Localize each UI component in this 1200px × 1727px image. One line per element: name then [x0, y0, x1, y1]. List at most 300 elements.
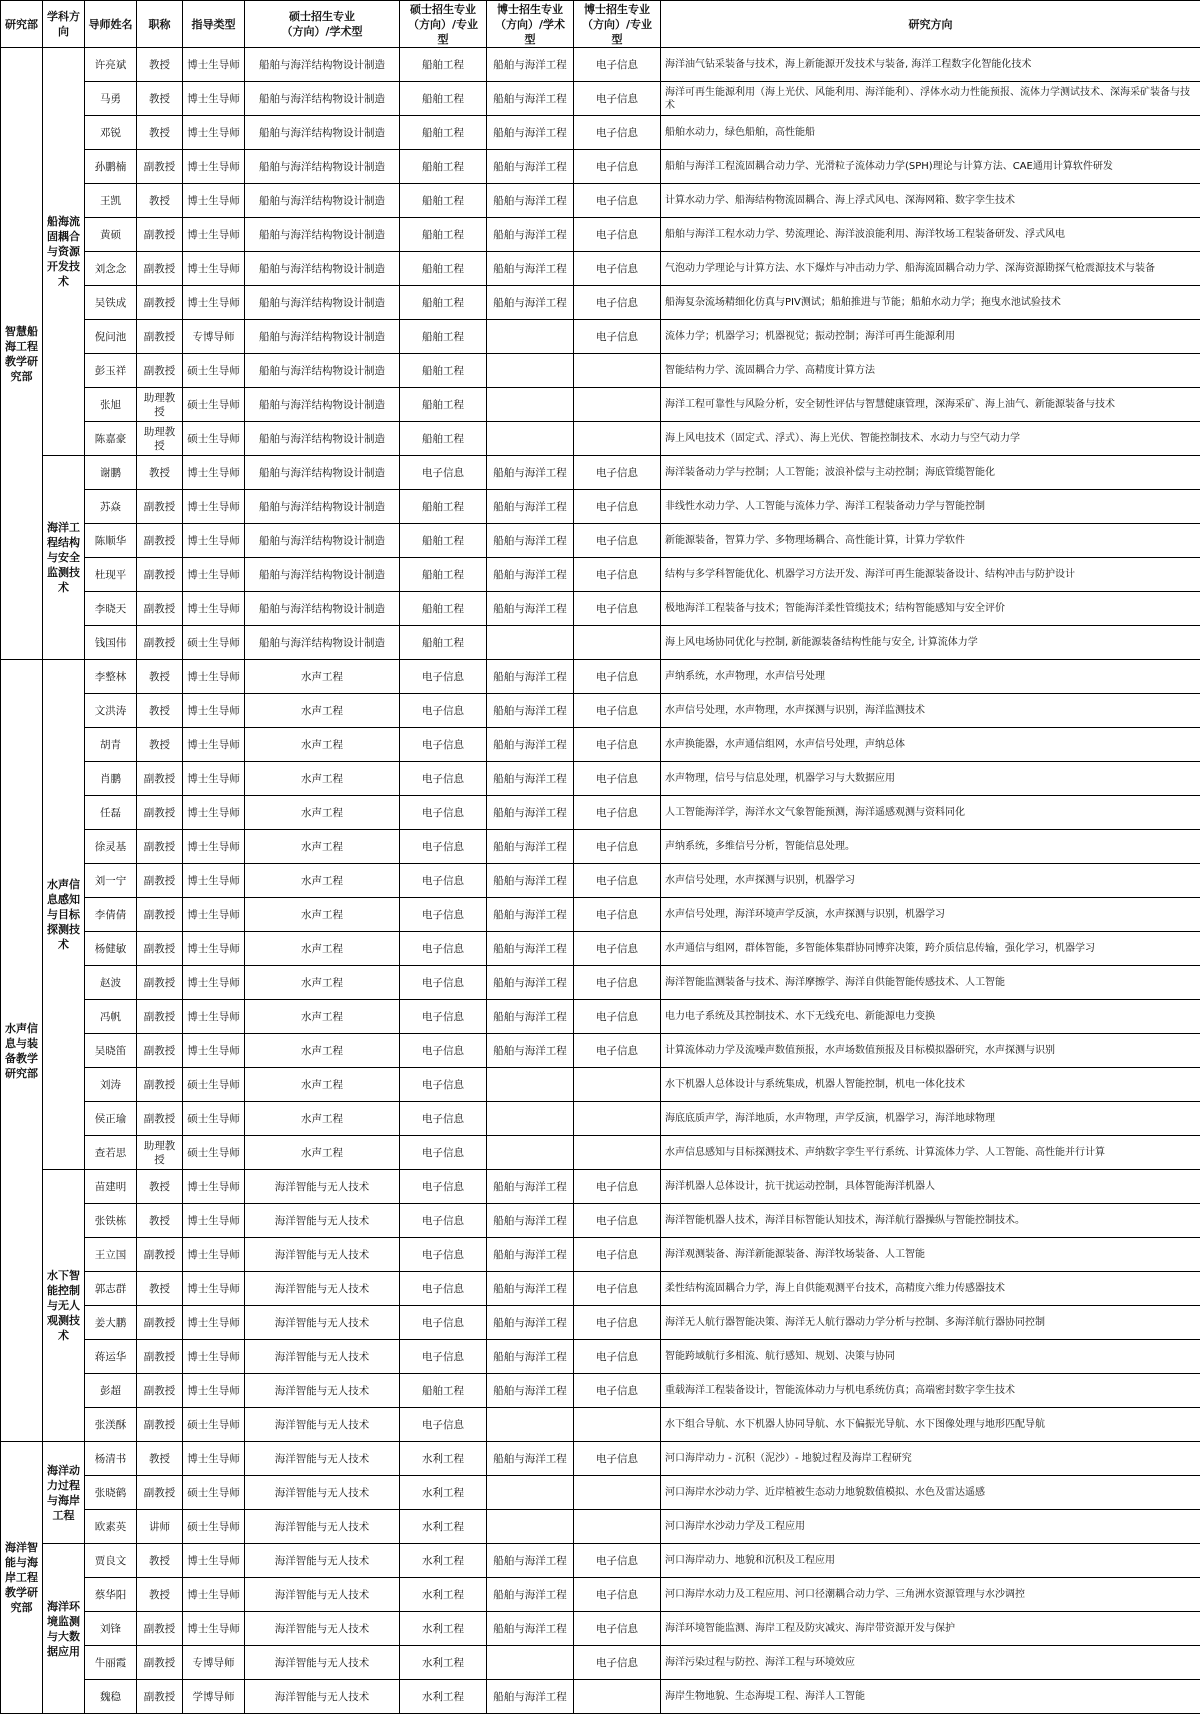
master-professional-major-cell: 电子信息	[400, 1068, 487, 1102]
phd-academic-major-cell	[487, 1476, 574, 1510]
phd-academic-major-cell: 船舶与海洋工程	[487, 1238, 574, 1272]
academic-title-cell: 副教授	[137, 1476, 183, 1510]
table-row	[1, 1442, 1200, 1476]
academic-title-cell: 副教授	[137, 626, 183, 660]
master-academic-major-cell: 船舶与海洋结构物设计制造	[245, 82, 400, 116]
phd-professional-major-cell	[574, 1680, 661, 1714]
phd-professional-major-cell: 电子信息	[574, 1000, 661, 1034]
academic-title-cell: 副教授	[137, 1306, 183, 1340]
phd-academic-major-cell: 船舶与海洋工程	[487, 1204, 574, 1238]
table-row	[1, 1510, 1200, 1544]
master-professional-major-cell: 船舶工程	[400, 422, 487, 456]
academic-title-cell: 教授	[137, 1578, 183, 1612]
table-row	[1, 796, 1200, 830]
department-cell: 智慧船海工程教学研究部	[1, 48, 43, 660]
academic-title-cell: 副教授	[137, 1102, 183, 1136]
research-direction-cell: 流体力学；机器学习；机器视觉；振动控制；海洋可再生能源利用	[661, 320, 1200, 354]
supervision-type-cell: 博士生导师	[183, 48, 245, 82]
research-direction-cell: 人工智能海洋学，海洋水文气象智能预测，海洋遥感观测与资料同化	[661, 796, 1200, 830]
supervision-type-cell: 硕士生导师	[183, 1068, 245, 1102]
supervisor-name-cell: 赵波	[85, 966, 137, 1000]
master-academic-major-cell: 海洋智能与无人技术	[245, 1442, 400, 1476]
supervisor-name-cell: 冯帆	[85, 1000, 137, 1034]
phd-professional-major-cell: 电子信息	[574, 490, 661, 524]
discipline-cell: 海洋工程结构与安全监测技术	[43, 456, 85, 660]
research-direction-cell: 结构与多学科智能优化、机器学习方法开发、海洋可再生能源装备设计、结构冲击与防护设计	[661, 558, 1200, 592]
supervision-type-cell: 博士生导师	[183, 898, 245, 932]
academic-title-cell: 副教授	[137, 218, 183, 252]
supervision-type-cell: 硕士生导师	[183, 1510, 245, 1544]
supervision-type-cell: 硕士生导师	[183, 354, 245, 388]
academic-title-cell: 副教授	[137, 558, 183, 592]
phd-academic-major-cell	[487, 1102, 574, 1136]
research-direction-cell: 水下组合导航、水下机器人协同导航、水下偏振光导航、水下图像处理与地形匹配导航	[661, 1408, 1200, 1442]
discipline-cell: 海洋环境监测与大数据应用	[43, 1544, 85, 1714]
phd-professional-major-cell: 电子信息	[574, 1034, 661, 1068]
supervisor-name-cell: 徐灵基	[85, 830, 137, 864]
master-academic-major-cell: 海洋智能与无人技术	[245, 1374, 400, 1408]
table-row	[1, 864, 1200, 898]
academic-title-cell: 副教授	[137, 1238, 183, 1272]
supervisor-name-cell: 欧素英	[85, 1510, 137, 1544]
master-professional-major-cell: 船舶工程	[400, 320, 487, 354]
academic-title-cell: 教授	[137, 48, 183, 82]
table-row	[1, 354, 1200, 388]
table-row	[1, 1578, 1200, 1612]
master-professional-major-cell: 电子信息	[400, 1340, 487, 1374]
supervision-type-cell: 博士生导师	[183, 286, 245, 320]
supervisor-name-cell: 孙鹏楠	[85, 150, 137, 184]
research-direction-cell: 水下机器人总体设计与系统集成，机器人智能控制，机电一体化技术	[661, 1068, 1200, 1102]
master-professional-major-cell: 电子信息	[400, 1000, 487, 1034]
academic-title-cell: 副教授	[137, 1068, 183, 1102]
supervisor-name-cell: 查若思	[85, 1136, 137, 1170]
supervisor-name-cell: 谢鹏	[85, 456, 137, 490]
supervision-type-cell: 博士生导师	[183, 1306, 245, 1340]
phd-professional-major-cell	[574, 1476, 661, 1510]
supervisor-name-cell: 牛丽霞	[85, 1646, 137, 1680]
phd-professional-major-cell	[574, 1068, 661, 1102]
phd-professional-major-cell	[574, 626, 661, 660]
master-academic-major-cell: 船舶与海洋结构物设计制造	[245, 320, 400, 354]
table-row	[1, 1034, 1200, 1068]
phd-professional-major-cell: 电子信息	[574, 48, 661, 82]
table-row	[1, 728, 1200, 762]
supervision-type-cell: 硕士生导师	[183, 1136, 245, 1170]
table-row	[1, 422, 1200, 456]
master-professional-major-cell: 船舶工程	[400, 626, 487, 660]
phd-professional-major-cell: 电子信息	[574, 1612, 661, 1646]
phd-academic-major-cell: 船舶与海洋工程	[487, 48, 574, 82]
phd-professional-major-cell	[574, 388, 661, 422]
research-direction-cell: 水声通信与组网，群体智能，多智能体集群协同博弈决策，跨介质信息传输，强化学习，机器学习	[661, 932, 1200, 966]
research-direction-cell: 海上风电场协同优化与控制, 新能源装备结构性能与安全, 计算流体力学	[661, 626, 1200, 660]
header-row	[1, 1, 1200, 48]
phd-academic-major-cell: 船舶与海洋工程	[487, 1340, 574, 1374]
table-row	[1, 1646, 1200, 1680]
phd-professional-major-cell: 电子信息	[574, 1442, 661, 1476]
supervisor-name-cell: 刘一宁	[85, 864, 137, 898]
master-professional-major-cell: 电子信息	[400, 966, 487, 1000]
phd-professional-major-cell: 电子信息	[574, 864, 661, 898]
master-academic-major-cell: 船舶与海洋结构物设计制造	[245, 422, 400, 456]
master-professional-major-cell: 电子信息	[400, 864, 487, 898]
table-row	[1, 1680, 1200, 1714]
research-direction-cell: 海洋智能机器人技术，海洋目标智能认知技术，海洋航行器操纵与智能控制技术。	[661, 1204, 1200, 1238]
supervision-type-cell: 博士生导师	[183, 864, 245, 898]
header-master-academic: 硕士招生专业 （方向）/学术型	[245, 1, 400, 48]
master-professional-major-cell: 电子信息	[400, 456, 487, 490]
academic-title-cell: 副教授	[137, 966, 183, 1000]
research-direction-cell: 海洋工程可靠性与风险分析，安全韧性评估与智慧健康管理，深海采矿、海上油气、新能源装备与技术	[661, 388, 1200, 422]
academic-title-cell: 副教授	[137, 490, 183, 524]
supervision-type-cell: 硕士生导师	[183, 1102, 245, 1136]
supervision-type-cell: 博士生导师	[183, 116, 245, 150]
phd-academic-major-cell	[487, 1408, 574, 1442]
master-academic-major-cell: 水声工程	[245, 762, 400, 796]
master-academic-major-cell: 水声工程	[245, 1034, 400, 1068]
phd-academic-major-cell: 船舶与海洋工程	[487, 1578, 574, 1612]
supervision-type-cell: 博士生导师	[183, 762, 245, 796]
master-academic-major-cell: 水声工程	[245, 830, 400, 864]
academic-title-cell: 副教授	[137, 1000, 183, 1034]
supervision-type-cell: 博士生导师	[183, 1272, 245, 1306]
supervisor-name-cell: 陈嘉豪	[85, 422, 137, 456]
supervision-type-cell: 博士生导师	[183, 524, 245, 558]
table-row	[1, 1544, 1200, 1578]
research-direction-cell: 船舶与海洋工程水动力学、势流理论、海洋波浪能利用、海洋牧场工程装备研发、浮式风电	[661, 218, 1200, 252]
research-direction-cell: 河口海岸动力、地貌和沉积及工程应用	[661, 1544, 1200, 1578]
master-academic-major-cell: 船舶与海洋结构物设计制造	[245, 116, 400, 150]
phd-professional-major-cell: 电子信息	[574, 592, 661, 626]
master-academic-major-cell: 船舶与海洋结构物设计制造	[245, 48, 400, 82]
master-academic-major-cell: 船舶与海洋结构物设计制造	[245, 558, 400, 592]
master-academic-major-cell: 海洋智能与无人技术	[245, 1510, 400, 1544]
research-direction-cell: 船海复杂流场精细化仿真与PIV测试；船舶推进与节能；船舶水动力学；拖曳水池试验技术	[661, 286, 1200, 320]
supervision-type-cell: 博士生导师	[183, 1374, 245, 1408]
table-body	[1, 48, 1200, 1714]
phd-academic-major-cell: 船舶与海洋工程	[487, 966, 574, 1000]
phd-professional-major-cell: 电子信息	[574, 116, 661, 150]
research-direction-cell: 河口海岸水动力及工程应用、河口径潮耦合动力学、三角洲水资源管理与水沙调控	[661, 1578, 1200, 1612]
master-academic-major-cell: 水声工程	[245, 728, 400, 762]
master-professional-major-cell: 船舶工程	[400, 286, 487, 320]
phd-academic-major-cell: 船舶与海洋工程	[487, 694, 574, 728]
supervisor-name-cell: 刘涛	[85, 1068, 137, 1102]
supervision-type-cell: 硕士生导师	[183, 1476, 245, 1510]
master-academic-major-cell: 海洋智能与无人技术	[245, 1340, 400, 1374]
master-academic-major-cell: 船舶与海洋结构物设计制造	[245, 490, 400, 524]
research-direction-cell: 海洋观测装备、海洋新能源装备、海洋牧场装备、人工智能	[661, 1238, 1200, 1272]
research-direction-cell: 海洋无人航行器智能决策、海洋无人航行器动力学分析与控制、多海洋航行器协同控制	[661, 1306, 1200, 1340]
table-row	[1, 898, 1200, 932]
academic-title-cell: 副教授	[137, 286, 183, 320]
phd-professional-major-cell: 电子信息	[574, 524, 661, 558]
phd-professional-major-cell: 电子信息	[574, 660, 661, 694]
supervisor-name-cell: 胡青	[85, 728, 137, 762]
research-direction-cell: 水声信号处理，水声物理，水声探测与识别，海洋监测技术	[661, 694, 1200, 728]
research-direction-cell: 河口海岸水沙动力学、近岸植被生态动力地貌数值模拟、水色及雷达遥感	[661, 1476, 1200, 1510]
phd-professional-major-cell: 电子信息	[574, 456, 661, 490]
phd-professional-major-cell: 电子信息	[574, 728, 661, 762]
master-professional-major-cell: 水利工程	[400, 1476, 487, 1510]
phd-academic-major-cell: 船舶与海洋工程	[487, 150, 574, 184]
supervision-type-cell: 博士生导师	[183, 728, 245, 762]
research-direction-cell: 水声换能器，水声通信组网，水声信号处理，声纳总体	[661, 728, 1200, 762]
supervision-type-cell: 博士生导师	[183, 1340, 245, 1374]
academic-title-cell: 副教授	[137, 150, 183, 184]
research-direction-cell: 计算流体动力学及流噪声数值预报，水声场数值预报及目标模拟器研究，水声探测与识别	[661, 1034, 1200, 1068]
master-academic-major-cell: 海洋智能与无人技术	[245, 1680, 400, 1714]
phd-academic-major-cell	[487, 1068, 574, 1102]
phd-professional-major-cell	[574, 1136, 661, 1170]
research-direction-cell: 海洋机器人总体设计，抗干扰运动控制，具体智能海洋机器人	[661, 1170, 1200, 1204]
supervision-type-cell: 硕士生导师	[183, 388, 245, 422]
master-academic-major-cell: 船舶与海洋结构物设计制造	[245, 388, 400, 422]
research-direction-cell: 河口海岸水沙动力学及工程应用	[661, 1510, 1200, 1544]
phd-academic-major-cell: 船舶与海洋工程	[487, 1170, 574, 1204]
academic-title-cell: 教授	[137, 116, 183, 150]
phd-academic-major-cell: 船舶与海洋工程	[487, 1612, 574, 1646]
phd-professional-major-cell: 电子信息	[574, 1170, 661, 1204]
academic-title-cell: 教授	[137, 660, 183, 694]
master-academic-major-cell: 船舶与海洋结构物设计制造	[245, 456, 400, 490]
phd-professional-major-cell	[574, 1408, 661, 1442]
phd-academic-major-cell: 船舶与海洋工程	[487, 1000, 574, 1034]
table-row	[1, 48, 1200, 82]
research-direction-cell: 声纳系统，水声物理，水声信号处理	[661, 660, 1200, 694]
supervision-type-cell: 博士生导师	[183, 830, 245, 864]
supervisor-name-cell: 苗建明	[85, 1170, 137, 1204]
academic-title-cell: 副教授	[137, 252, 183, 286]
table-row	[1, 1374, 1200, 1408]
table-row	[1, 558, 1200, 592]
phd-professional-major-cell: 电子信息	[574, 762, 661, 796]
table-row	[1, 1612, 1200, 1646]
supervision-type-cell: 专博导师	[183, 1646, 245, 1680]
phd-professional-major-cell: 电子信息	[574, 1306, 661, 1340]
supervisor-name-cell: 黄硕	[85, 218, 137, 252]
master-professional-major-cell: 电子信息	[400, 660, 487, 694]
academic-title-cell: 副教授	[137, 762, 183, 796]
phd-academic-major-cell	[487, 354, 574, 388]
academic-title-cell: 助理教授	[137, 1136, 183, 1170]
table-row	[1, 150, 1200, 184]
supervisor-name-cell: 张晓鹤	[85, 1476, 137, 1510]
table-row	[1, 184, 1200, 218]
master-professional-major-cell: 船舶工程	[400, 592, 487, 626]
supervisor-name-cell: 马勇	[85, 82, 137, 116]
header-name: 导师姓名	[85, 1, 137, 48]
supervision-type-cell: 博士生导师	[183, 490, 245, 524]
supervisor-name-cell: 李整林	[85, 660, 137, 694]
master-professional-major-cell: 电子信息	[400, 1102, 487, 1136]
academic-title-cell: 副教授	[137, 354, 183, 388]
master-professional-major-cell: 船舶工程	[400, 524, 487, 558]
phd-academic-major-cell: 船舶与海洋工程	[487, 932, 574, 966]
research-direction-cell: 海洋环境智能监测、海岸工程及防灾减灾、海岸带资源开发与保护	[661, 1612, 1200, 1646]
supervision-type-cell: 博士生导师	[183, 1204, 245, 1238]
table-row	[1, 490, 1200, 524]
master-academic-major-cell: 船舶与海洋结构物设计制造	[245, 592, 400, 626]
academic-title-cell: 教授	[137, 1272, 183, 1306]
supervision-type-cell: 博士生导师	[183, 932, 245, 966]
academic-title-cell: 副教授	[137, 1408, 183, 1442]
supervision-type-cell: 博士生导师	[183, 252, 245, 286]
master-academic-major-cell: 船舶与海洋结构物设计制造	[245, 218, 400, 252]
phd-professional-major-cell	[574, 354, 661, 388]
phd-professional-major-cell: 电子信息	[574, 1646, 661, 1680]
research-direction-cell: 声纳系统，多维信号分析，智能信息处理。	[661, 830, 1200, 864]
research-direction-cell: 电力电子系统及其控制技术、水下无线充电、新能源电力变换	[661, 1000, 1200, 1034]
table-row	[1, 116, 1200, 150]
master-professional-major-cell: 船舶工程	[400, 490, 487, 524]
supervisor-name-cell: 贾良文	[85, 1544, 137, 1578]
research-direction-cell: 新能源装备，智算力学、多物理场耦合、高性能计算，计算力学软件	[661, 524, 1200, 558]
research-direction-cell: 水声物理，信号与信息处理，机器学习与大数据应用	[661, 762, 1200, 796]
phd-professional-major-cell: 电子信息	[574, 1340, 661, 1374]
master-academic-major-cell: 水声工程	[245, 1000, 400, 1034]
department-cell: 海洋智能与海岸工程教学研究部	[1, 1442, 43, 1714]
phd-academic-major-cell	[487, 1646, 574, 1680]
phd-academic-major-cell	[487, 1136, 574, 1170]
supervisor-name-cell: 钱国伟	[85, 626, 137, 660]
supervision-type-cell: 博士生导师	[183, 1034, 245, 1068]
master-professional-major-cell: 电子信息	[400, 1170, 487, 1204]
discipline-cell: 水下智能控制与无人观测技术	[43, 1170, 85, 1442]
supervisor-name-cell: 吴铁成	[85, 286, 137, 320]
table-row	[1, 218, 1200, 252]
supervisor-name-cell: 张渼酥	[85, 1408, 137, 1442]
supervision-type-cell: 硕士生导师	[183, 422, 245, 456]
phd-professional-major-cell: 电子信息	[574, 1272, 661, 1306]
academic-title-cell: 副教授	[137, 830, 183, 864]
master-professional-major-cell: 电子信息	[400, 1272, 487, 1306]
phd-professional-major-cell: 电子信息	[574, 184, 661, 218]
phd-professional-major-cell: 电子信息	[574, 1238, 661, 1272]
supervisor-name-cell: 刘念念	[85, 252, 137, 286]
phd-academic-major-cell: 船舶与海洋工程	[487, 796, 574, 830]
research-direction-cell: 非线性水动力学、人工智能与流体力学、海洋工程装备动力学与智能控制	[661, 490, 1200, 524]
academic-title-cell: 副教授	[137, 932, 183, 966]
master-professional-major-cell: 水利工程	[400, 1442, 487, 1476]
phd-academic-major-cell: 船舶与海洋工程	[487, 116, 574, 150]
academic-title-cell: 副教授	[137, 592, 183, 626]
table-row	[1, 660, 1200, 694]
supervisor-name-cell: 李晓天	[85, 592, 137, 626]
department-cell: 水声信息与装备教学研究部	[1, 660, 43, 1442]
header-master-professional: 硕士招生专业 （方向）/专业型	[400, 1, 487, 48]
master-academic-major-cell: 船舶与海洋结构物设计制造	[245, 286, 400, 320]
supervision-type-cell: 博士生导师	[183, 592, 245, 626]
master-academic-major-cell: 船舶与海洋结构物设计制造	[245, 524, 400, 558]
supervisor-name-cell: 王凯	[85, 184, 137, 218]
master-academic-major-cell: 水声工程	[245, 796, 400, 830]
research-direction-cell: 极地海洋工程装备与技术；智能海洋柔性管缆技术；结构智能感知与安全评价	[661, 592, 1200, 626]
supervision-type-cell: 博士生导师	[183, 966, 245, 1000]
master-professional-major-cell: 水利工程	[400, 1578, 487, 1612]
master-professional-major-cell: 电子信息	[400, 762, 487, 796]
research-direction-cell: 船舶与海洋工程流固耦合动力学、光滑粒子流体动力学(SPH)理论与计算方法、CAE通用计算软件研发	[661, 150, 1200, 184]
master-academic-major-cell: 水声工程	[245, 1102, 400, 1136]
table-row	[1, 966, 1200, 1000]
supervision-type-cell: 博士生导师	[183, 150, 245, 184]
supervision-type-cell: 博士生导师	[183, 1544, 245, 1578]
academic-title-cell: 讲师	[137, 1510, 183, 1544]
phd-academic-major-cell: 船舶与海洋工程	[487, 1306, 574, 1340]
supervision-type-cell: 博士生导师	[183, 218, 245, 252]
supervisor-name-cell: 许亮斌	[85, 48, 137, 82]
phd-academic-major-cell: 船舶与海洋工程	[487, 218, 574, 252]
discipline-cell: 水声信息感知与目标探测技术	[43, 660, 85, 1170]
master-academic-major-cell: 水声工程	[245, 864, 400, 898]
research-direction-cell: 海洋智能监测装备与技术、海洋摩擦学、海洋自供能智能传感技术、人工智能	[661, 966, 1200, 1000]
phd-academic-major-cell: 船舶与海洋工程	[487, 592, 574, 626]
phd-academic-major-cell: 船舶与海洋工程	[487, 82, 574, 116]
phd-academic-major-cell	[487, 422, 574, 456]
academic-title-cell: 教授	[137, 1442, 183, 1476]
discipline-cell: 海洋动力过程与海岸工程	[43, 1442, 85, 1544]
research-direction-cell: 船舶水动力，绿色船舶，高性能船	[661, 116, 1200, 150]
phd-professional-major-cell: 电子信息	[574, 320, 661, 354]
table-row	[1, 524, 1200, 558]
phd-professional-major-cell: 电子信息	[574, 1544, 661, 1578]
master-professional-major-cell: 水利工程	[400, 1612, 487, 1646]
supervision-type-cell: 博士生导师	[183, 1578, 245, 1612]
research-direction-cell: 海上风电技术（固定式、浮式）、海上光伏、智能控制技术、水动力与空气动力学	[661, 422, 1200, 456]
master-professional-major-cell: 电子信息	[400, 1408, 487, 1442]
phd-academic-major-cell: 船舶与海洋工程	[487, 524, 574, 558]
table-row	[1, 1306, 1200, 1340]
phd-academic-major-cell: 船舶与海洋工程	[487, 660, 574, 694]
phd-professional-major-cell: 电子信息	[574, 898, 661, 932]
supervision-type-cell: 博士生导师	[183, 660, 245, 694]
supervisor-name-cell: 蒋运华	[85, 1340, 137, 1374]
phd-professional-major-cell: 电子信息	[574, 252, 661, 286]
master-academic-major-cell: 船舶与海洋结构物设计制造	[245, 626, 400, 660]
master-professional-major-cell: 船舶工程	[400, 48, 487, 82]
table-row	[1, 830, 1200, 864]
supervisor-name-cell: 蔡华阳	[85, 1578, 137, 1612]
supervision-type-cell: 博士生导师	[183, 1238, 245, 1272]
phd-academic-major-cell: 船舶与海洋工程	[487, 762, 574, 796]
master-professional-major-cell: 电子信息	[400, 898, 487, 932]
supervisor-name-cell: 倪问池	[85, 320, 137, 354]
table-row	[1, 1068, 1200, 1102]
master-professional-major-cell: 电子信息	[400, 796, 487, 830]
phd-professional-major-cell: 电子信息	[574, 82, 661, 116]
supervision-type-cell: 硕士生导师	[183, 1408, 245, 1442]
master-professional-major-cell: 电子信息	[400, 1136, 487, 1170]
master-academic-major-cell: 海洋智能与无人技术	[245, 1306, 400, 1340]
table-row	[1, 932, 1200, 966]
table-row	[1, 762, 1200, 796]
phd-academic-major-cell: 船舶与海洋工程	[487, 728, 574, 762]
header-discipline: 学科方向	[43, 1, 85, 48]
master-academic-major-cell: 海洋智能与无人技术	[245, 1476, 400, 1510]
master-professional-major-cell: 船舶工程	[400, 388, 487, 422]
master-academic-major-cell: 水声工程	[245, 1068, 400, 1102]
master-professional-major-cell: 船舶工程	[400, 218, 487, 252]
table-row	[1, 1204, 1200, 1238]
master-academic-major-cell: 船舶与海洋结构物设计制造	[245, 184, 400, 218]
academic-title-cell: 副教授	[137, 1646, 183, 1680]
phd-academic-major-cell	[487, 388, 574, 422]
research-direction-cell: 重载海洋工程装备设计，智能流体动力与机电系统仿真；高端密封数字孪生技术	[661, 1374, 1200, 1408]
supervision-type-cell: 学博导师	[183, 1680, 245, 1714]
master-professional-major-cell: 电子信息	[400, 1306, 487, 1340]
discipline-cell: 船海流固耦合与资源开发技术	[43, 48, 85, 456]
